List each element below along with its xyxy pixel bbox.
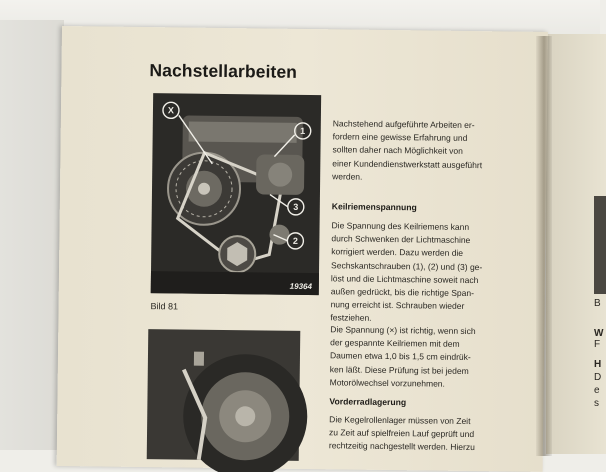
next-page — [546, 34, 606, 454]
next-page-photo — [594, 196, 606, 294]
text-line: werden. — [332, 171, 363, 182]
engine-figure — [151, 93, 321, 295]
keilriemen-para-2 — [330, 323, 507, 391]
book-gutter — [536, 36, 552, 456]
text-line: fordern eine gewisse Erfahrung und — [332, 131, 468, 144]
text-line: nung erreicht ist. Schrauben wieder — [330, 299, 465, 312]
section-title-keilriemen: Keilriemenspannung — [331, 201, 417, 213]
next-page-fragment: F — [594, 339, 601, 350]
figure-code: 19364 — [289, 281, 313, 292]
page-heading: Nachstellarbeiten — [149, 60, 298, 82]
text-line: Nachstehend aufgeführte Arbeiten er- — [332, 118, 475, 131]
vorderrad-para-1 — [329, 413, 505, 455]
section-title-vorderrad: Vorderradlagerung — [329, 396, 407, 408]
text-line: Die Kegelrollenlager müssen von Zeit — [329, 414, 471, 427]
callout-1: 1 — [300, 125, 306, 136]
text-line: Die Spannung (×) ist richtig, wenn sich — [330, 324, 476, 337]
text-line: löst und die Lichtmaschine soweit nach — [330, 273, 479, 285]
text-line: festziehen. — [330, 312, 372, 324]
text-line: zu Zeit auf spielfreien Lauf geprüft und — [328, 427, 475, 440]
next-page-fragment: D — [594, 372, 602, 383]
next-page-fragment: e — [594, 385, 600, 396]
text-line: rechtzeitig nachgestellt werden. Hierzu — [328, 440, 475, 453]
intro-text — [332, 117, 509, 185]
text-line: Daumen etwa 1,0 bis 1,5 cm eindrük- — [329, 350, 471, 363]
text-line: Sechskantschrauben (1), (2) und (3) ge- — [331, 259, 483, 272]
next-page-fragment: H — [594, 359, 602, 370]
next-page-fragment: B — [594, 298, 601, 309]
left-edge — [0, 20, 64, 450]
text-line: sollten daher nach Möglichkeit von — [332, 144, 463, 157]
callout-3: 3 — [293, 201, 299, 212]
keilriemen-para-1 — [330, 219, 507, 327]
text-line: einer Kundendienstwerkstatt ausgeführt — [332, 157, 483, 170]
book-page — [57, 26, 548, 472]
text-line: ken läßt. Diese Prüfung ist bei jedem — [329, 363, 469, 376]
figure-caption: Bild 81 — [150, 301, 179, 312]
text-line: Motorölwechsel vorzunehmen. — [329, 377, 446, 389]
text-line: der gespannte Keilriemen mit dem — [330, 337, 460, 350]
next-page-fragment: W — [594, 328, 604, 339]
text-line: durch Schwenken der Lichtmaschine — [331, 233, 471, 246]
text-line: korrigiert werden. Dazu werden die — [331, 246, 464, 259]
next-page-fragment: s — [594, 398, 599, 409]
callout-2: 2 — [292, 235, 298, 246]
text-line: Die Spannung des Keilriemens kann — [331, 220, 470, 232]
wheel-figure — [147, 329, 301, 461]
callout-x: X — [167, 105, 175, 116]
text-line: außen gedrückt, bis die richtige Span- — [330, 286, 475, 299]
